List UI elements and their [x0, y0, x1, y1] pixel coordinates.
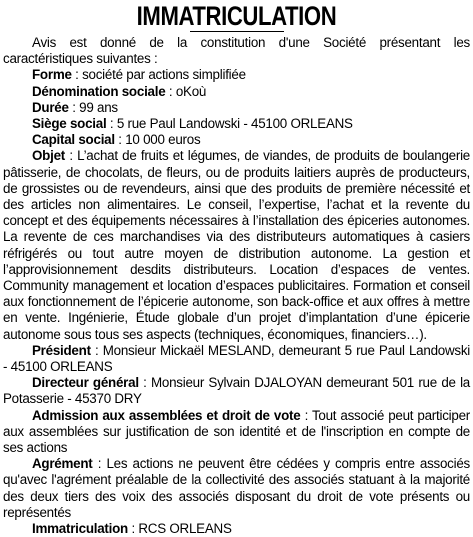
field-value: : RCS ORLEANS	[127, 521, 232, 537]
field-duree	[3, 100, 470, 116]
field-label: Agrément	[32, 456, 93, 472]
field-directeur	[3, 375, 470, 407]
field-capital	[3, 132, 470, 148]
field-value: : Les actions ne peuvent être cédées y compris entre associés qu'avec l'agrément préalable de la collectivité des associés statuant à la majorité des deux tiers des voix des associés disposant du droit de vote présents ou représentés	[3, 456, 470, 520]
notice-title: IMMATRICULATION	[136, 1, 337, 31]
field-president	[3, 343, 470, 375]
field-value: : 10 000 euros	[114, 132, 201, 148]
notice-intro: Avis est donné de la constitution d'une Société présentant les caractéristiques suivantes :	[3, 35, 470, 67]
field-label: Objet	[32, 148, 65, 164]
title-underline	[190, 31, 284, 32]
field-label: Président	[32, 342, 91, 358]
field-value: : 99 ans	[68, 99, 118, 115]
field-forme	[3, 67, 470, 83]
field-value: : Monsieur Sylvain DJALOYAN demeurant 501 rue de la Potasserie - 45370 DRY	[3, 375, 470, 407]
field-immatriculation	[3, 521, 470, 537]
field-label: Dénomination sociale	[32, 83, 166, 99]
field-value: : 5 rue Paul Landowski - 45100 ORLEANS	[106, 116, 353, 132]
field-agrement	[3, 456, 470, 521]
field-label: Directeur général	[32, 375, 139, 391]
field-label: Admission aux assemblées et droit de vote	[32, 407, 301, 423]
field-value: : Tout associé peut participer aux assemblées sur justification de son identité et de l'inscription en compte de ses actions	[3, 407, 470, 456]
field-value: : oKoù	[165, 83, 207, 99]
field-value: : Monsieur Mickaël MESLAND, demeurant 5 rue Paul Landowski - 45100 ORLEANS	[3, 342, 470, 375]
field-label: Capital social	[32, 132, 115, 148]
field-label: Siège social	[32, 116, 107, 132]
field-value: : L’achat de fruits et légumes, de viandes, de produits de boulangerie pâtisserie, de chocolats, de fleurs, ou de produits laitiers auprès de producteurs, de grossistes ou de revendeurs, ainsi que des produits de première nécessité et des articles non alimentaires. Le conseil, l’expertise, l’achat et la revente du concept et des équipements nécessaires à l’installation des épiceries autonomes. La revente de ces marchandises via des distributeurs automatiques à casiers réfrigérés ou tout autre moyen de distribution autonome. La gestion et l’approvisionnement desdits distributeurs. Location d’espaces de ventes. Community management et location d’espaces publicitaires. Formation et conseil aux fonctionnement de l’épicerie autonome, son back-office et aux offres à mettre en vente. Ingénierie, Étude globale d’un projet d’implantation d’une épicerie autonome sous tous ses aspects (techniques, économiques, financiers…).	[3, 148, 470, 342]
field-objet	[3, 148, 470, 342]
field-label: Forme	[32, 67, 72, 83]
field-siege	[3, 116, 470, 132]
field-denomination	[3, 84, 470, 100]
field-value: : société par actions simplifiée	[71, 67, 246, 83]
field-label: Immatriculation	[32, 521, 128, 537]
field-admission	[3, 408, 470, 457]
field-label: Durée	[32, 99, 69, 115]
notice-body	[3, 35, 470, 537]
